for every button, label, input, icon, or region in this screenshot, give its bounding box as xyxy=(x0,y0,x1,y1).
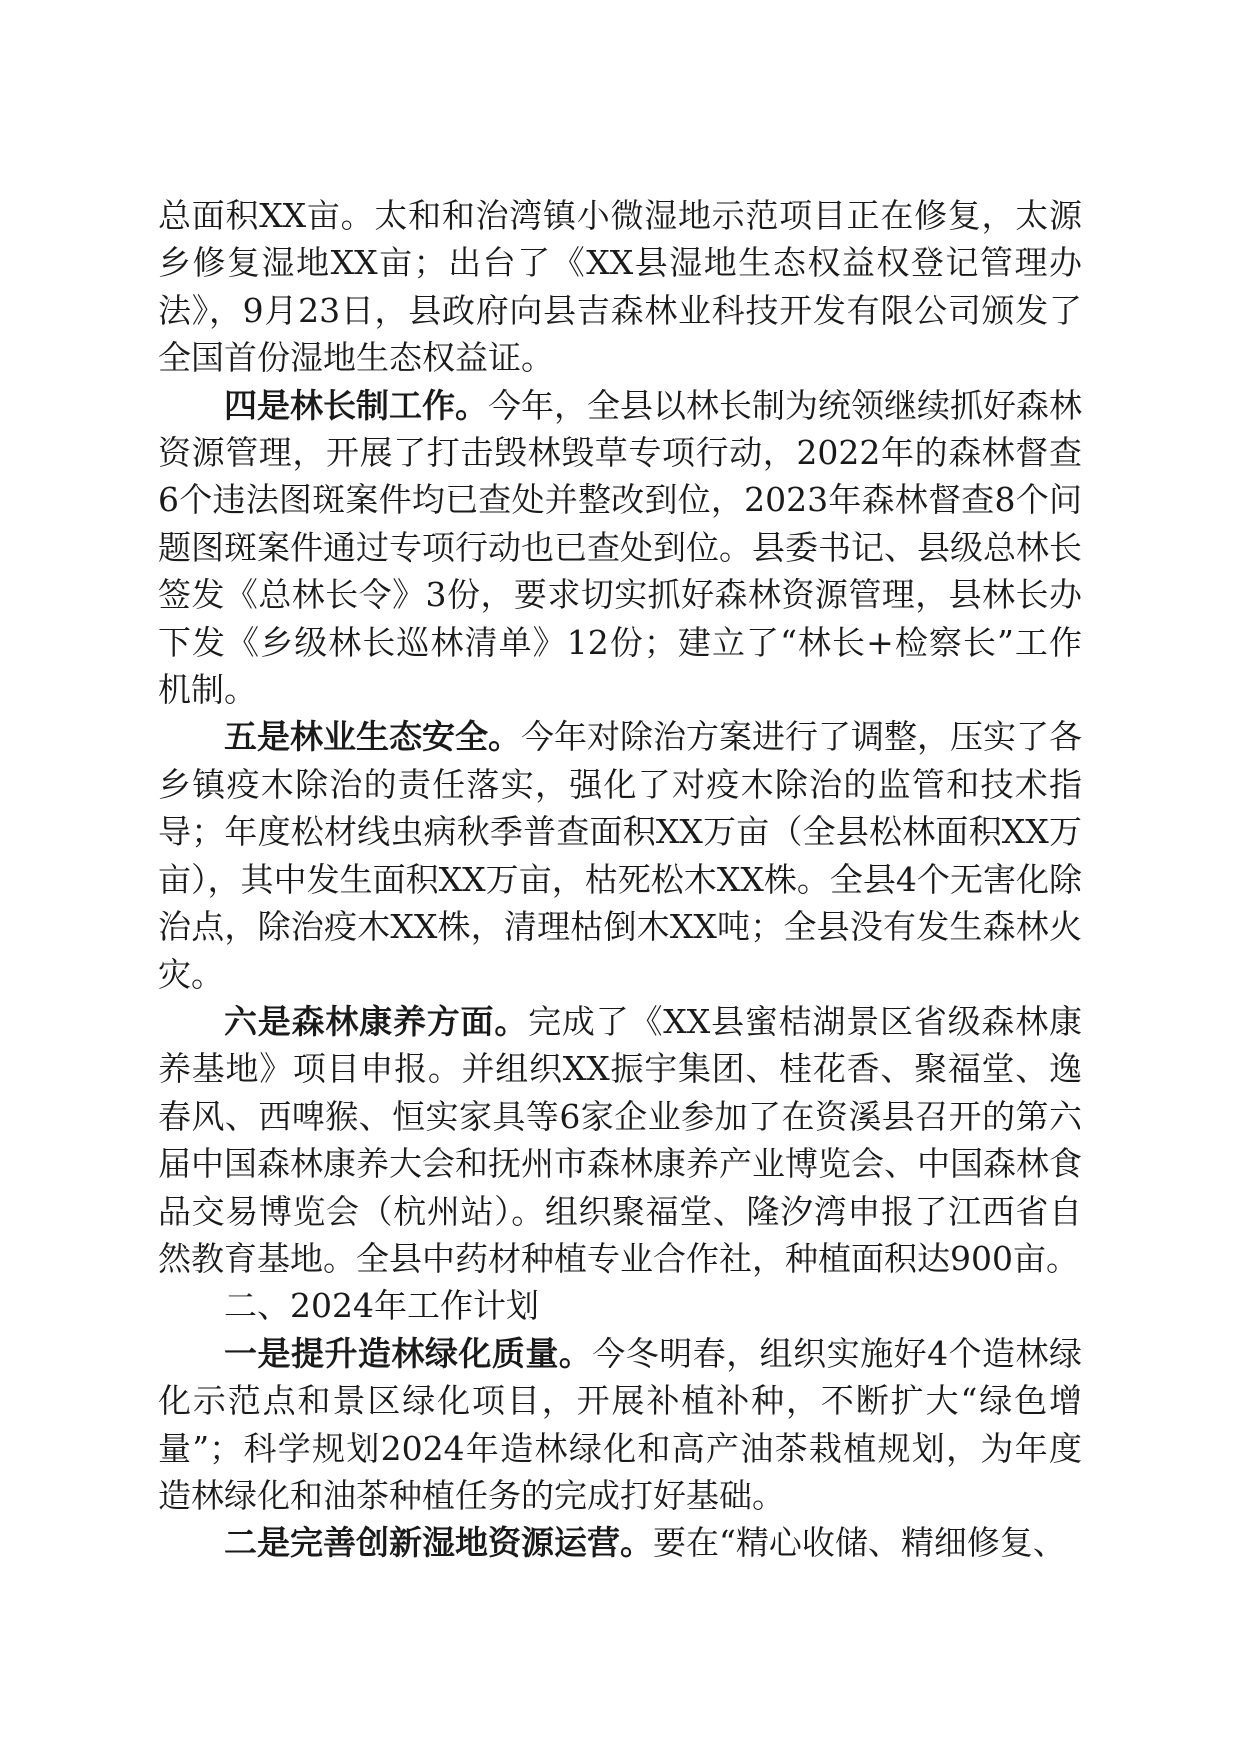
document-body xyxy=(158,192,1082,1567)
paragraph-text: 今冬明春，组织实施好4个造林绿化示范点和景区绿化项目，开展补植补种，不断扩大“绿色增量”；科学规划2024年造林绿化和高产油茶栽植规划，为年度造林绿化和油茶种植任务的完成打好基础。 xyxy=(158,1333,1082,1515)
paragraph-forest-wellness xyxy=(158,998,1082,1282)
paragraph-text: 今年对除治方案进行了调整，压实了各乡镇疫木除治的责任落实，强化了对疫木除治的监管和技术指导；年度松材线虫病秋季普查面积XX万亩（全县松林面积XX万亩），其中发生面积XX万亩，枯死松木XX株。全县4个无害化除治点，除治疫木XX株，清理枯倒木XX吨；全县没有发生森林火灾。 xyxy=(158,717,1082,994)
paragraph-heading: 一是提升造林绿化质量。 xyxy=(224,1333,593,1373)
section-heading-text: 二、2024年工作计划 xyxy=(224,1286,539,1326)
paragraph-wetland-summary xyxy=(158,192,1082,382)
paragraph-forest-chief-system xyxy=(158,382,1082,714)
paragraph-text: 总面积XX亩。太和和治湾镇小微湿地示范项目正在修复，太源乡修复湿地XX亩；出台了《XX县湿地生态权益权登记管理办法》，9月23日，县政府向县吉森林业科技开发有限公司颁发了全国首份湿地生态权益证。 xyxy=(158,196,1082,378)
section-heading-2024-plan xyxy=(158,1282,1082,1329)
paragraph-wetland-operation xyxy=(158,1519,1082,1566)
paragraph-heading: 六是森林康养方面。 xyxy=(224,1001,529,1041)
paragraph-afforestation-quality xyxy=(158,1330,1082,1520)
paragraph-text: 要在“精心收储、精细修复、 xyxy=(653,1523,1066,1563)
paragraph-forest-ecological-safety xyxy=(158,713,1082,997)
paragraph-text: 完成了《XX县蜜桔湖景区省级森林康养基地》项目申报。并组织XX振宇集团、桂花香、聚福堂、逸春风、西啤猴、恒实家具等6家企业参加了在资溪县召开的第六届中国森林康养大会和抚州市森林康养产业博览会、中国森林食品交易博览会（杭州站）。组织聚福堂、隆汐湾申报了江西省自然教育基地。全县中药材种植专业合作社，种植面积达900亩。 xyxy=(158,1001,1082,1278)
paragraph-text: 今年，全县以林长制为统领继续抓好森林资源管理，开展了打击毁林毁草专项行动，2022年的森林督查6个违法图斑案件均已查处并整改到位，2023年森林督查8个问题图斑案件通过专项行动也已查处到位。县委书记、县级总林长签发《总林长令》3份，要求切实抓好森林资源管理，县林长办下发《乡级林长巡林清单》12份；建立了“林长+检察长”工作机制。 xyxy=(158,385,1082,710)
paragraph-heading: 二是完善创新湿地资源运营。 xyxy=(224,1523,653,1563)
paragraph-heading: 四是林长制工作。 xyxy=(224,385,488,425)
paragraph-heading: 五是林业生态安全。 xyxy=(224,717,521,757)
